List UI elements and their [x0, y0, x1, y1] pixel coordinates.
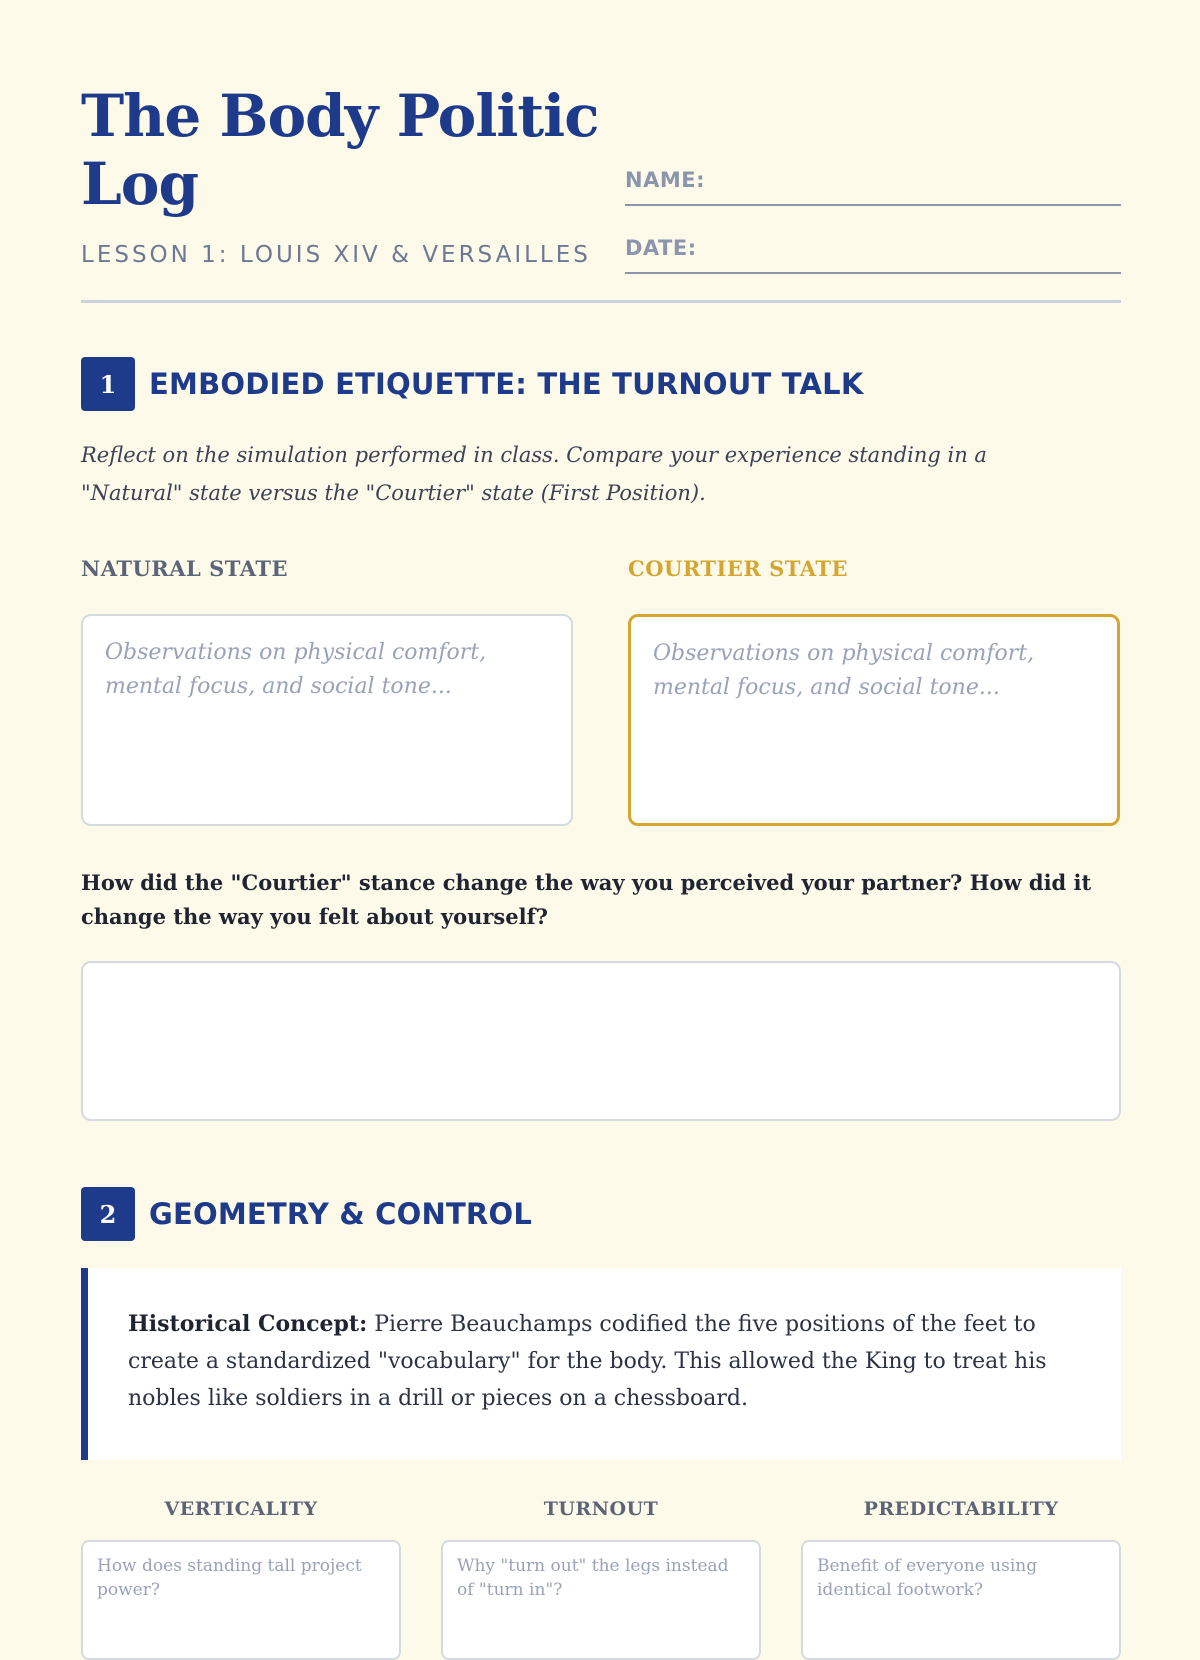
turnout-placeholder: Why "turn out" the legs instead of "turn in"? — [457, 1556, 729, 1600]
courtier-state-placeholder: Observations on physical comfort, mental focus, and social tone... — [653, 641, 1035, 700]
section-1-heading — [81, 357, 864, 411]
verticality-placeholder: How does standing tall project power? — [97, 1556, 362, 1600]
predictability-textarea[interactable] — [801, 1540, 1121, 1660]
date-field[interactable] — [625, 236, 1121, 274]
section-number-badge: 1 — [81, 357, 135, 411]
section-2-heading — [81, 1187, 532, 1241]
concept-text: Pierre Beauchamps codified the five positions of the feet to create a standardized "vocabulary" for the body. This allowed the King to treat his nobles like soldiers in a drill or pieces on a chessboard. — [128, 1312, 1047, 1411]
predictability-column — [801, 1498, 1121, 1660]
concept-label: Historical Concept: — [128, 1311, 368, 1337]
natural-state-label: NATURAL STATE — [81, 556, 289, 581]
reflection-answer-textarea[interactable] — [81, 961, 1121, 1121]
turnout-column — [441, 1498, 761, 1660]
section-1-instructions: Reflect on the simulation performed in class. Compare your experience standing in a "Natural" state versus the "Courtier" state (First Position). — [81, 443, 987, 505]
name-field[interactable] — [625, 168, 1121, 206]
historical-concept-callout — [81, 1268, 1121, 1460]
turnout-textarea[interactable] — [441, 1540, 761, 1660]
verticality-label: VERTICALITY — [164, 1498, 318, 1520]
verticality-textarea[interactable] — [81, 1540, 401, 1660]
courtier-state-textarea[interactable] — [628, 614, 1120, 826]
turnout-label: TURNOUT — [543, 1498, 659, 1520]
section-number-badge: 2 — [81, 1187, 135, 1241]
page-title: The Body Politic Log — [81, 82, 599, 218]
courtier-state-label: COURTIER STATE — [628, 556, 849, 581]
reflection-question: How did the "Courtier" stance change the way you perceived your partner? How did it change the way you felt about yourself? — [81, 870, 1092, 929]
natural-state-textarea[interactable] — [81, 614, 573, 826]
section-title: GEOMETRY & CONTROL — [149, 1197, 532, 1231]
verticality-column — [81, 1498, 401, 1660]
date-label: DATE: — [625, 236, 697, 260]
predictability-label: PREDICTABILITY — [863, 1498, 1059, 1520]
natural-state-placeholder: Observations on physical comfort, mental focus, and social tone... — [105, 640, 487, 699]
predictability-placeholder: Benefit of everyone using identical footwork? — [817, 1556, 1038, 1600]
name-label: NAME: — [625, 168, 705, 192]
lesson-subtitle: LESSON 1: LOUIS XIV & VERSAILLES — [81, 242, 591, 268]
section-title: EMBODIED ETIQUETTE: THE TURNOUT TALK — [149, 367, 864, 401]
header-divider — [81, 300, 1121, 303]
